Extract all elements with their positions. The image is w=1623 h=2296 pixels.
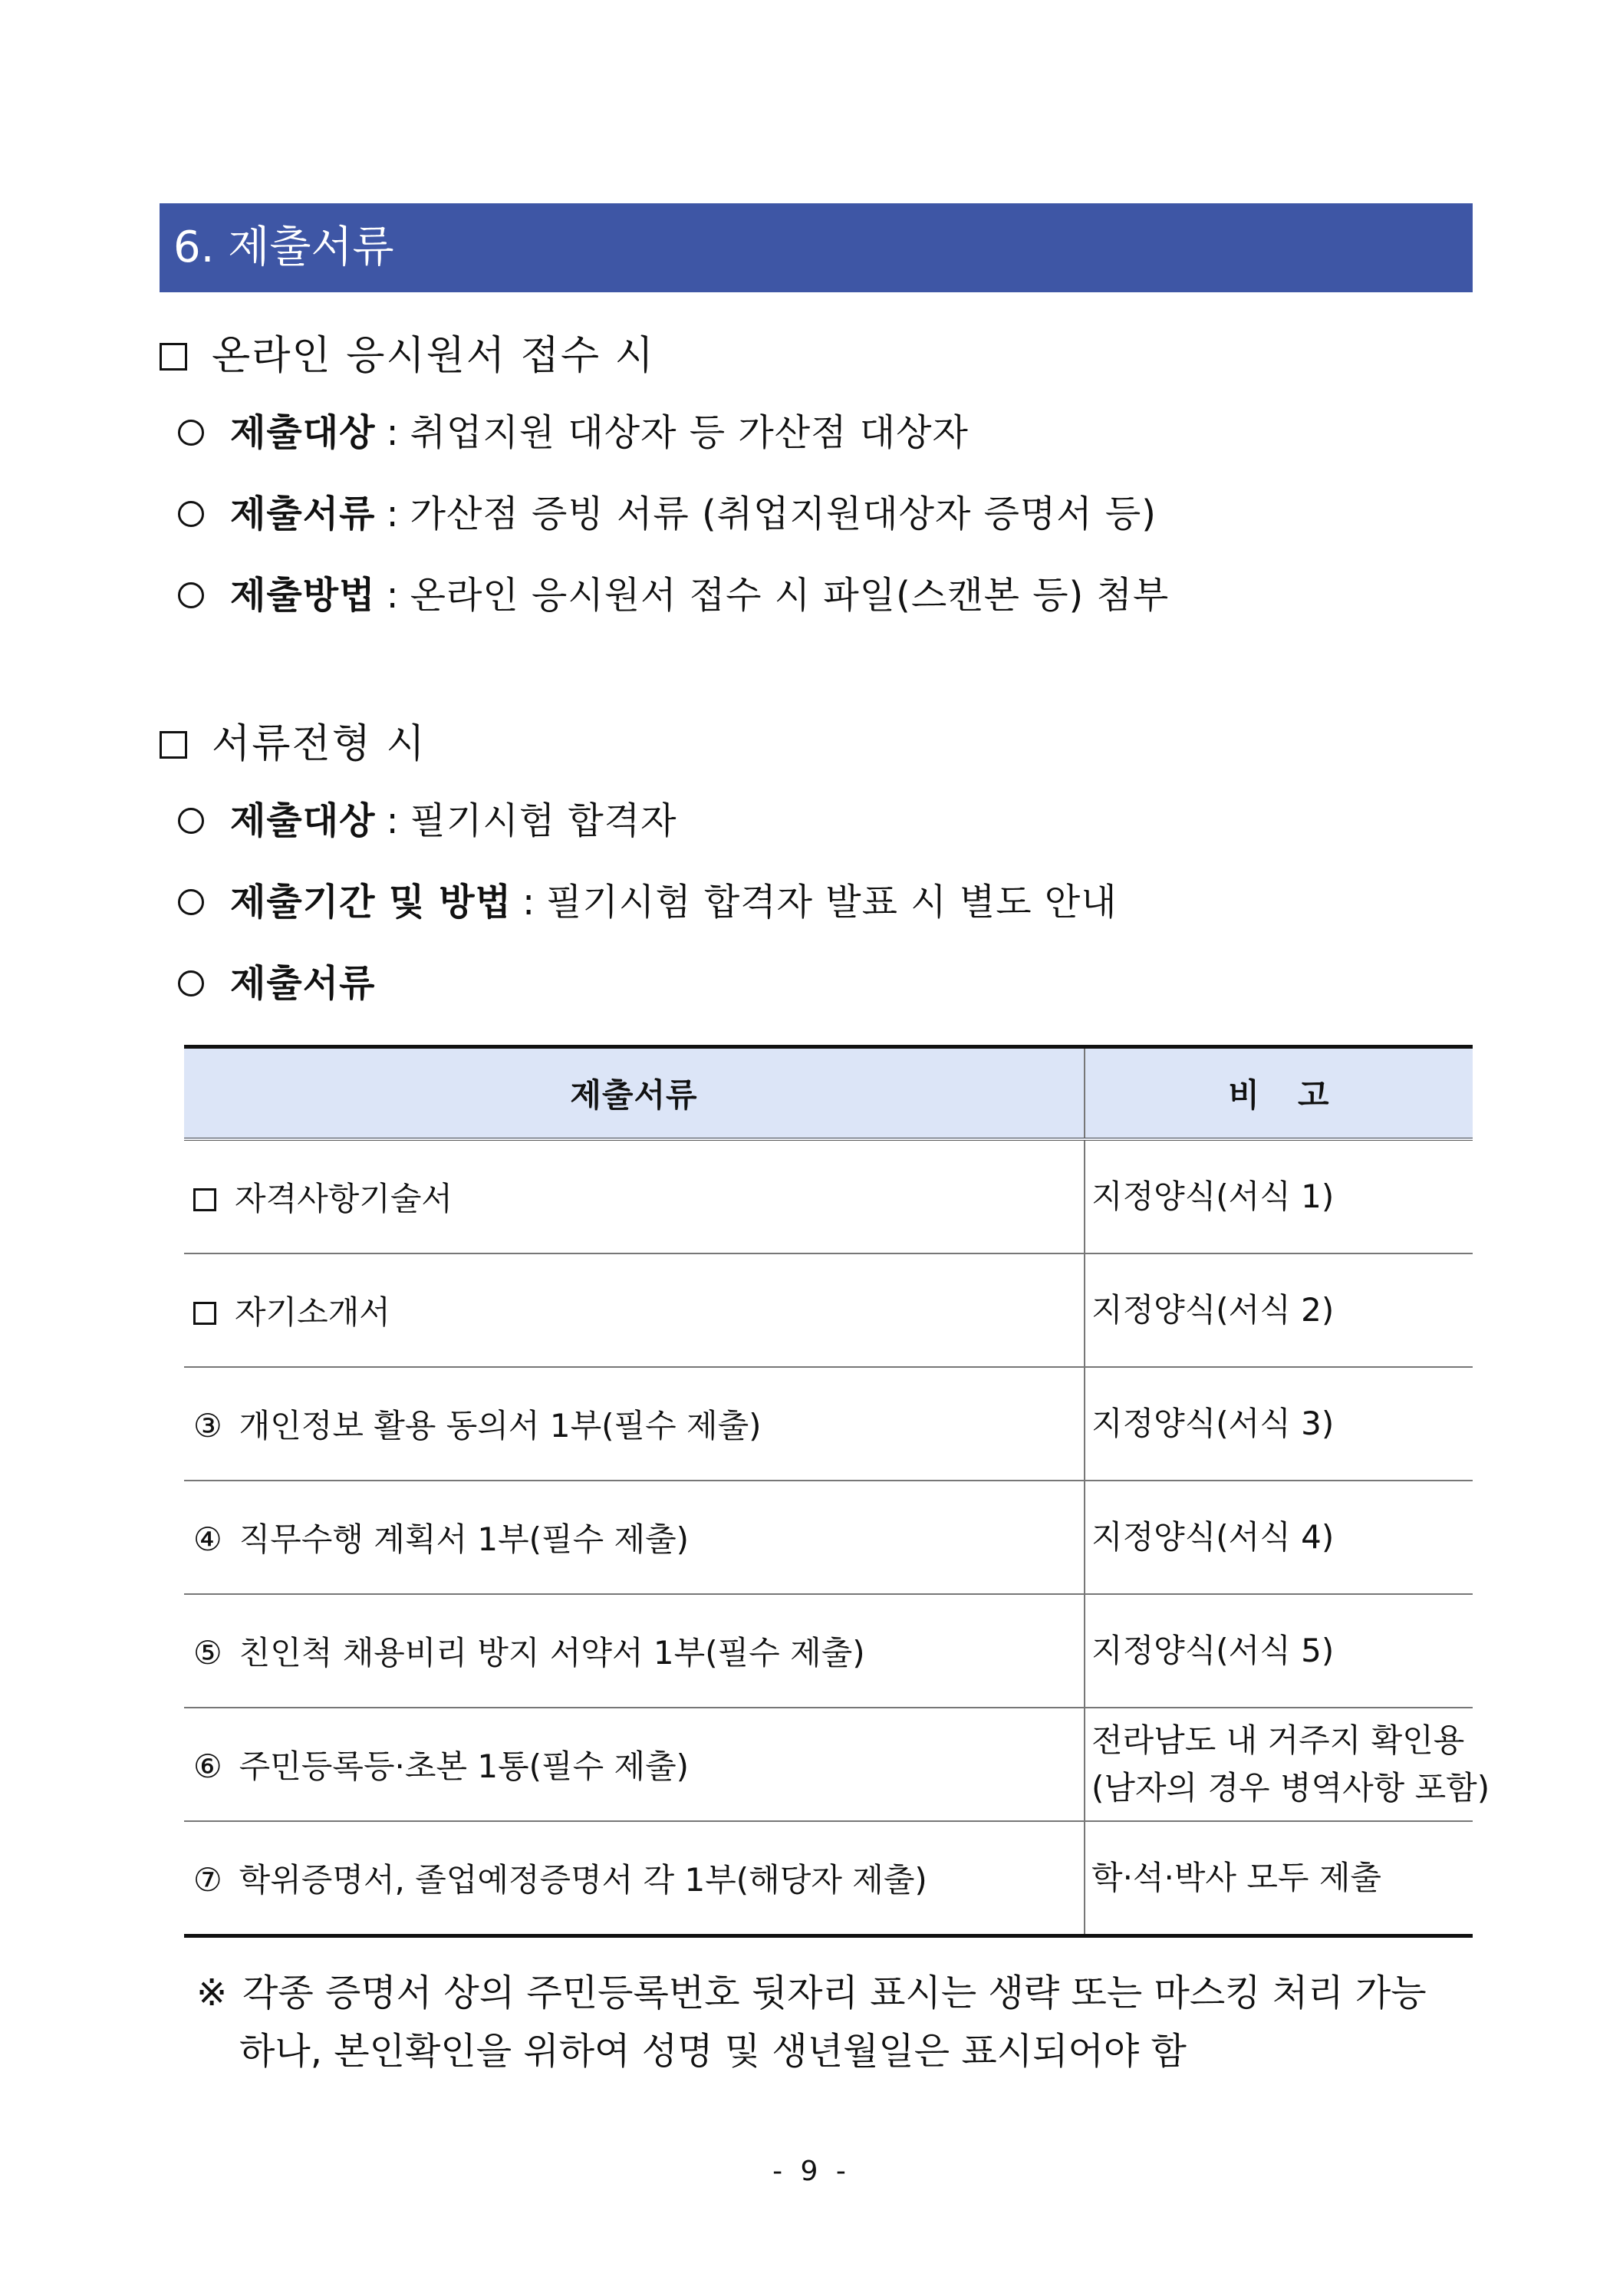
- document-note-cell: 지정양식(서식 4): [1085, 1481, 1473, 1594]
- circle-bullet-icon: [178, 420, 204, 446]
- document-note-cell: 지정양식(서식 1): [1085, 1139, 1473, 1253]
- screening-heading: 서류전형 시: [160, 721, 426, 767]
- document-note-cell: 학·석·박사 모두 제출: [1085, 1821, 1473, 1936]
- square-bullet-icon: [193, 1188, 216, 1211]
- table-row: [184, 1481, 1473, 1594]
- table-row: [184, 1253, 1473, 1367]
- document-name-cell: ⑤ 친인척 채용비리 방지 서약서 1부(필수 제출): [184, 1594, 1085, 1708]
- table-row: [184, 1821, 1473, 1936]
- screening-item-documents: 제출서류: [178, 960, 375, 1006]
- page-number: - 9 -: [772, 2156, 851, 2187]
- documents-table: [184, 1045, 1490, 1938]
- table-row: [184, 1139, 1473, 1253]
- document-name-cell: 자격사항기술서: [184, 1139, 1085, 1253]
- screening-item-period: 제출기간 및 방법 : 필기시험 합격자 발표 시 별도 안내: [178, 879, 1118, 925]
- circle-bullet-icon: [178, 582, 204, 608]
- online-item-documents: 제출서류 : 가산점 증빙 서류 (취업지원대상자 증명서 등): [178, 491, 1157, 537]
- circle-bullet-icon: [178, 970, 204, 996]
- document-note-cell: 지정양식(서식 2): [1085, 1253, 1473, 1367]
- table-row: [184, 1594, 1473, 1708]
- square-bullet-icon: [160, 731, 187, 759]
- online-item-target: 제출대상 : 취업지원 대상자 등 가산점 대상자: [178, 410, 969, 456]
- circle-bullet-icon: [178, 808, 204, 834]
- table-row: [184, 1708, 1473, 1821]
- circle-bullet-icon: [178, 889, 204, 915]
- screening-item-target: 제출대상 : 필기시험 합격자: [178, 798, 677, 844]
- section-title: 6. 제출서류: [173, 222, 394, 272]
- square-bullet-icon: [160, 343, 187, 371]
- document-note-cell: 전라남도 내 거주지 확인용 (남자의 경우 병역사항 포함): [1085, 1708, 1473, 1821]
- document-note-cell: 지정양식(서식 5): [1085, 1594, 1473, 1708]
- footnote: ※ 각종 증명서 상의 주민등록번호 뒷자리 표시는 생략 또는 마스킹 처리 가능 하나, 본인확인을 위하여 성명 및 생년월일은 표시되어야 함: [196, 1964, 1473, 2080]
- document-name-cell: 자기소개서: [184, 1253, 1085, 1367]
- document-name-cell: ③ 개인정보 활용 동의서 1부(필수 제출): [184, 1367, 1085, 1481]
- square-bullet-icon: [193, 1302, 216, 1325]
- section-title-bar: [160, 203, 1473, 292]
- online-heading: 온라인 응시원서 접수 시: [160, 333, 655, 379]
- document-name-cell: ⑥ 주민등록등·초본 1통(필수 제출): [184, 1708, 1085, 1821]
- circle-bullet-icon: [178, 501, 204, 527]
- online-item-method: 제출방법 : 온라인 응시원서 접수 시 파일(스캔본 등) 첨부: [178, 572, 1169, 618]
- table-header-row: [184, 1047, 1473, 1140]
- header-documents: 제출서류: [184, 1047, 1085, 1140]
- document-name-cell: ④ 직무수행 계획서 1부(필수 제출): [184, 1481, 1085, 1594]
- reference-mark-icon: ※: [196, 1972, 228, 2014]
- document-name-cell: ⑦ 학위증명서, 졸업예정증명서 각 1부(해당자 제출): [184, 1821, 1085, 1936]
- table-row: [184, 1367, 1473, 1481]
- document-note-cell: 지정양식(서식 3): [1085, 1367, 1473, 1481]
- header-note: 비고: [1085, 1047, 1473, 1140]
